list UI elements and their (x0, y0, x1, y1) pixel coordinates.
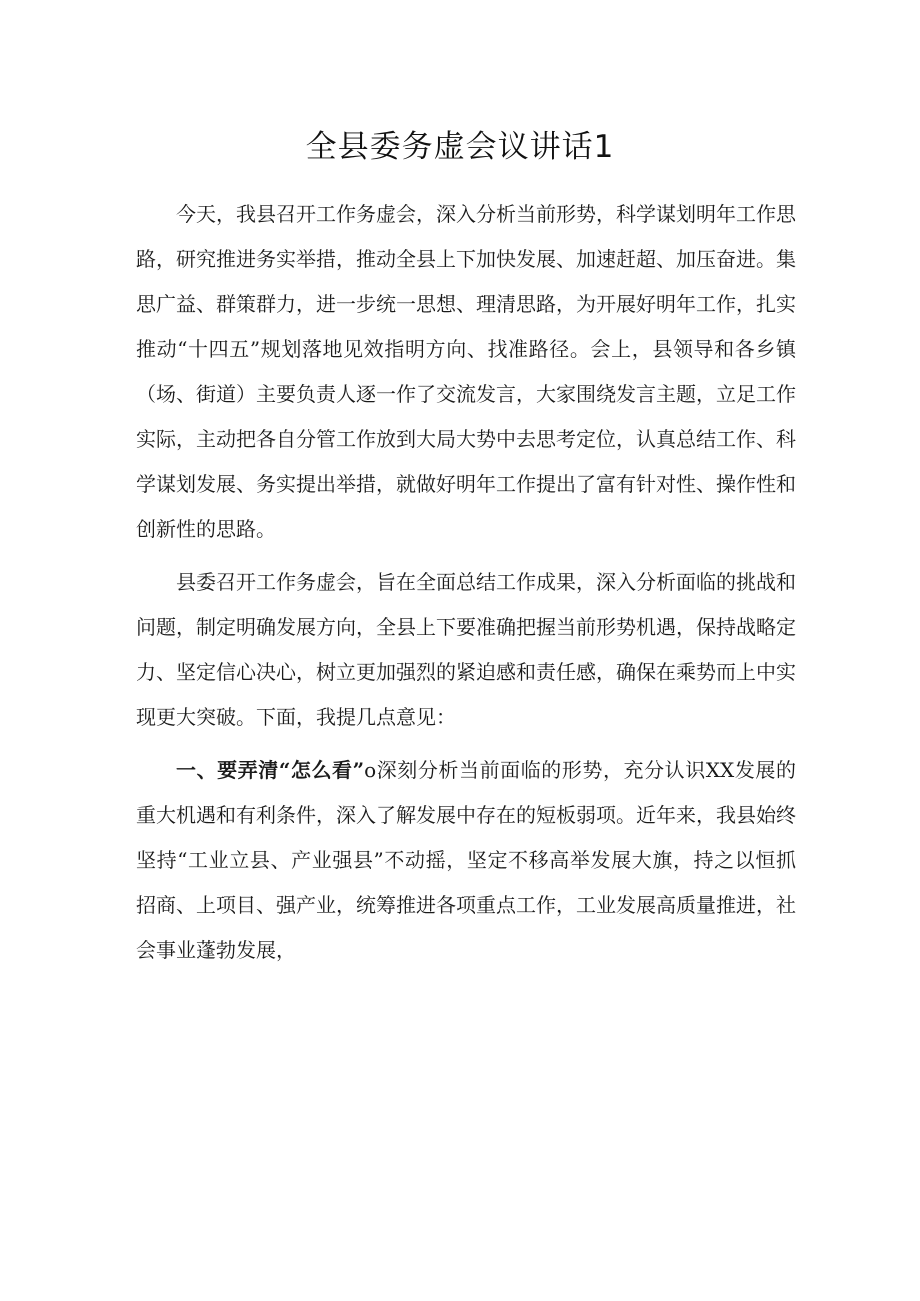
paragraph-purpose: 县委召开工作务虚会，旨在全面总结工作成果，深入分析面临的挑战和问题，制定明确发展方向，全县上下要准确把握当前形势机遇，保持战略定力、坚定信心决心，树立更加强烈的紧迫感和责任感，确保在乘势而上中实现更大突破。下面，我提几点意见： (136, 570, 796, 729)
document-title: 全县委务虚会议讲话1 (305, 129, 615, 165)
paragraph-section-one (136, 748, 796, 973)
paragraph-intro: 今天，我县召开工作务虚会，深入分析当前形势，科学谋划明年工作思路，研究推进务实举措，推动全县上下加快发展、加速赶超、加压奋进。集思广益、群策群力，进一步统一思想、理清思路，为开展好明年工作，扎实推动“十四五”规划落地见效指明方向、找准路径。会上，县领导和各乡镇（场、街道）主要负责人逐一作了交流发言，大家围绕发言主题，立足工作实际，主动把各自分管工作放到大局大势中去思考定位，认真总结工作、科学谋划发展、务实提出举措，就做好明年工作提出了富有针对性、操作性和创新性的思路。 (136, 202, 796, 541)
section-one-heading: 一、要弄清“怎么看” (176, 758, 365, 782)
section-one-text: o深刻分析当前面临的形势，充分认识XX发展的重大机遇和有利条件，深入了解发展中存在的短板弱项。近年来，我县始终坚持“工业立县、产业强县”不动摇，坚定不移高举发展大旗，持之以恒抓招商、上项目、强产业，统筹推进各项重点工作，工业发展高质量推进，社会事业蓬勃发展， (136, 758, 796, 962)
document-body (136, 192, 796, 973)
